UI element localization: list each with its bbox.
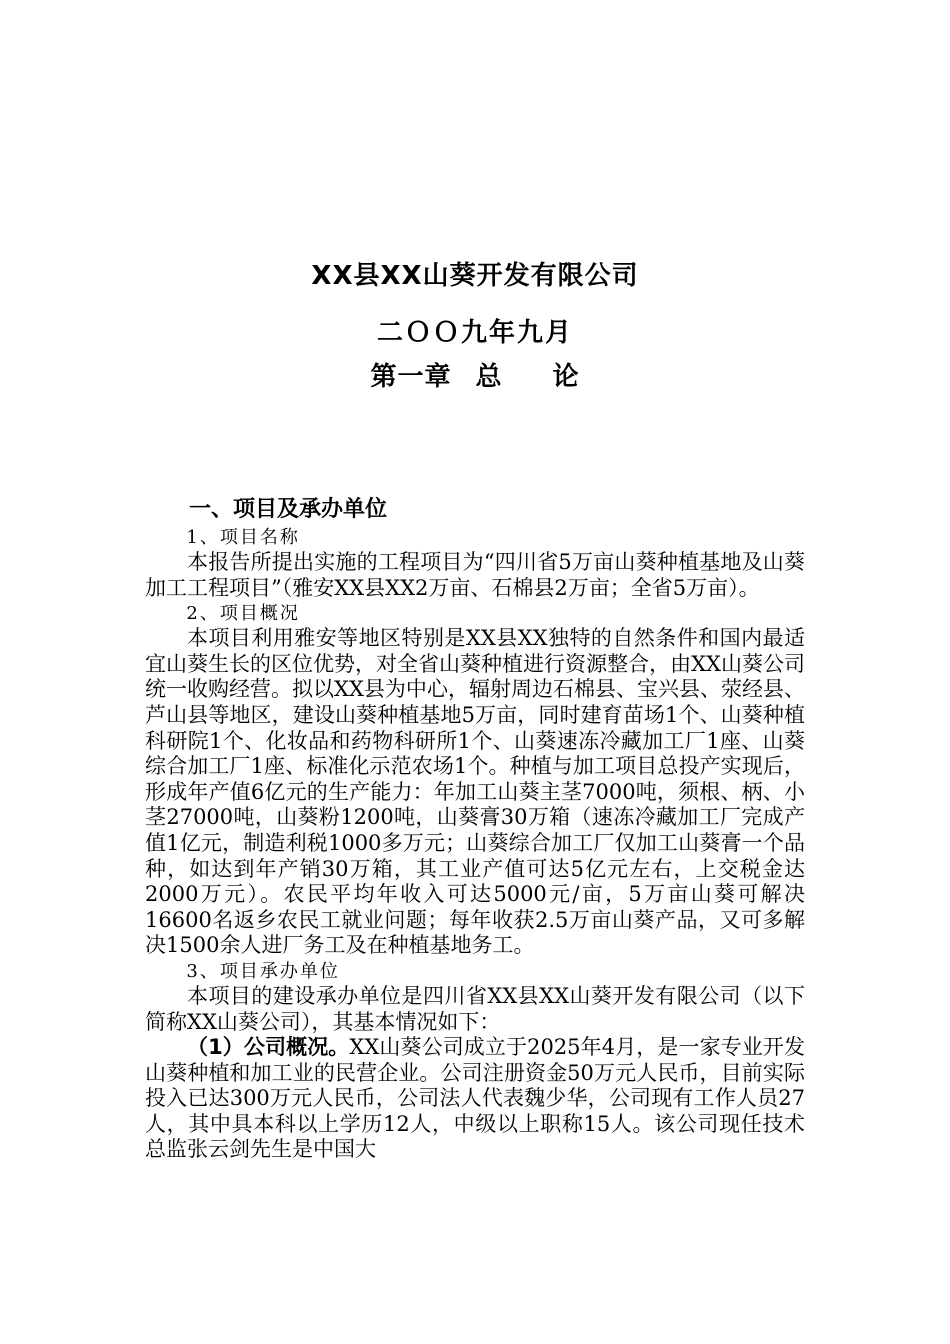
paragraph-project-unit: 本项目的建设承办单位是四川省XX县XX山葵开发有限公司（以下简称XX山葵公司），其基本情况如下： [145, 983, 805, 1034]
company-title: XX县XX山葵开发有限公司 [311, 261, 639, 291]
chapter-name-part2: 论 [552, 362, 580, 392]
subheading-project-unit: 3、项目承办单位 [186, 960, 340, 982]
chapter-name-part1: 总 [475, 362, 503, 392]
paragraph-company-overview [145, 1035, 805, 1163]
subheading-project-name: 1、项目名称 [186, 527, 300, 548]
company-overview-text: XX山葵公司成立于2025年4月，是一家专业开发山葵种植和加工业的民营企业。公司注册资金50万元人民币，目前实际投入已达300万元人民币，公司法人代表魏少华，公司现有工作人员27人，其中具本科以上学历12人，中级以上职称15人。该公司现任技术总监张云剑先生是中国大 [145, 1035, 805, 1162]
chapter-title [0, 356, 950, 393]
paragraph-project-name: 本报告所提出实施的工程项目为“四川省5万亩山葵种植基地及山葵加工工程项目”（雅安XX县XX2万亩、石棉县2万亩；全省5万亩）。 [145, 550, 805, 600]
chapter-number: 第一章 [370, 362, 452, 392]
document-body [145, 495, 805, 1163]
paragraph-project-overview: 本项目利用雅安等地区特别是XX县XX独特的自然条件和国内最适宜山葵生长的区位优势，对全省山葵种植进行资源整合，由XX山葵公司统一收购经营。拟以XX县为中心，辐射周边石棉县、宝兴县、荥经县、芦山县等地区，建设山葵种植基地5万亩，同时建育苗场1个、山葵种植科研院1个、化妆品和药物科研所1个、山葵速冻冷藏加工厂1座、山葵综合加工厂1座、标准化示范农场1个。种植与加工项目总投产实现后，形成年产值6亿元的生产能力：年加工山葵主茎7000吨，须根、柄、小茎27000吨，山葵粉1200吨，山葵膏30万箱（速冻冷藏加工厂完成产值1亿元，制造利税1000多万元；山葵综合加工厂仅加工山葵膏一个品种，如达到年产销30万箱，其工业产值可达5亿元左右，上交税金达2000万元）。农民平均年收入可达5000元/亩，5万亩山葵可解决16600名返乡农民工就业问题；每年收获2.5万亩山葵产品，又可多解决1500余人进厂务工及在种植基地务工。 [145, 626, 805, 958]
section-heading: 一、项目及承办单位 [189, 497, 388, 522]
company-overview-lead: （1）公司概况。 [187, 1035, 350, 1060]
report-date: 二ＯＯ九年九月 [376, 318, 573, 348]
subheading-project-overview: 2、项目概况 [186, 603, 300, 625]
